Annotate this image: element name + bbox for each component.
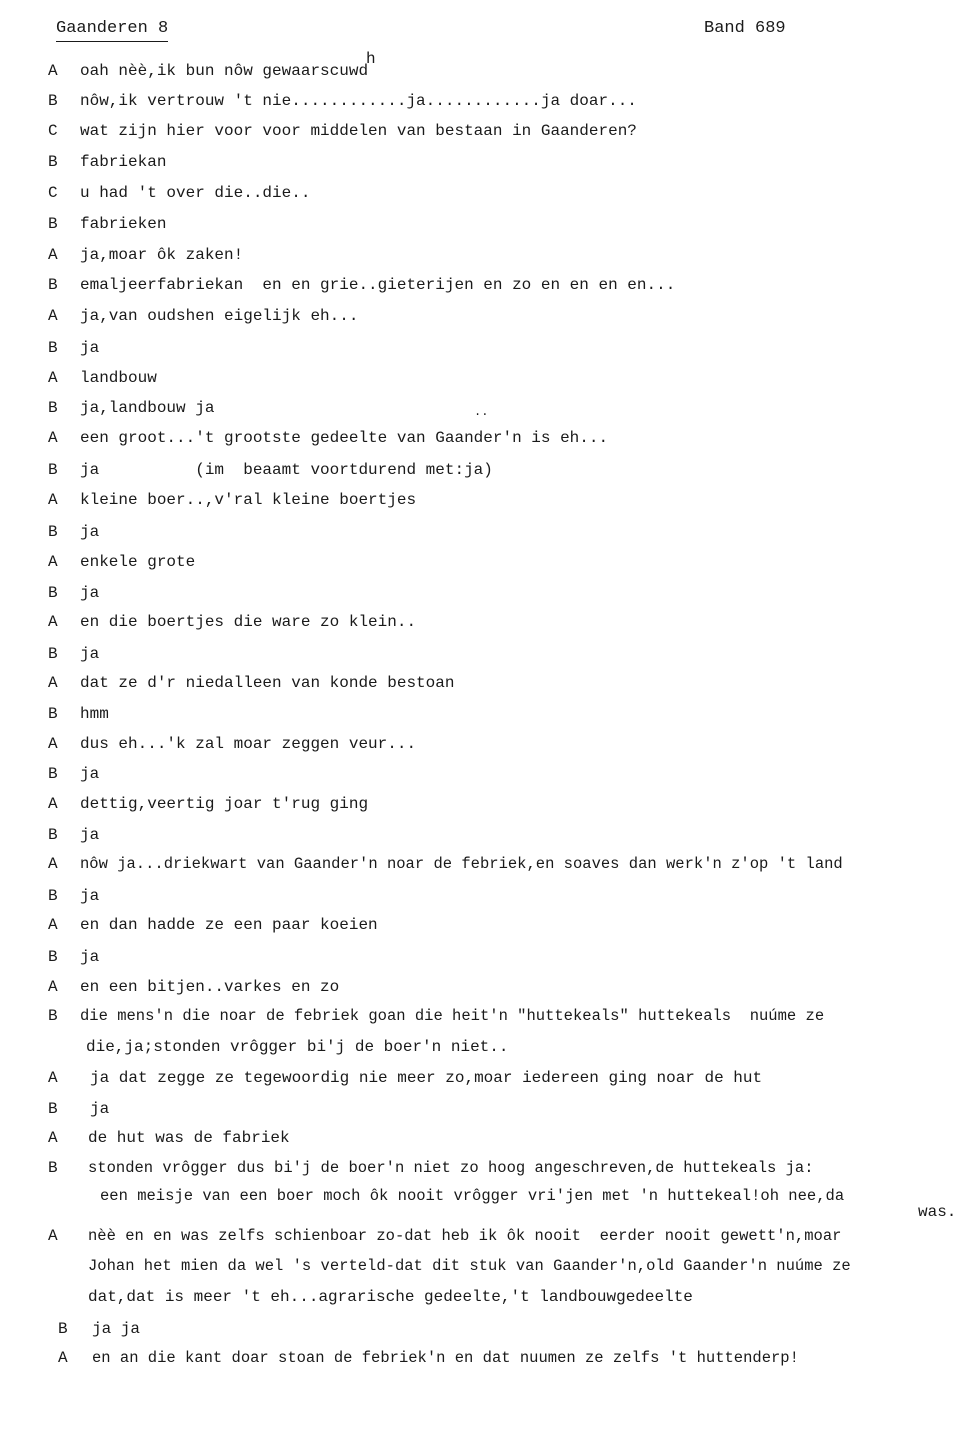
- transcript-line: [0, 581, 966, 605]
- transcript-line: [0, 884, 966, 908]
- speaker-label: A: [48, 429, 58, 447]
- speaker-label: B: [58, 1320, 68, 1338]
- speaker-label: B: [48, 948, 58, 966]
- speaker-label: B: [48, 523, 58, 541]
- speaker-label: A: [48, 1227, 58, 1245]
- utterance-text: die,ja;stonden vrôgger bi'j de boer'n niet..: [86, 1038, 509, 1056]
- transcript-line: [0, 1254, 966, 1278]
- speaker-label: B: [48, 215, 58, 233]
- utterance-text: fabrieken: [80, 215, 167, 233]
- speaker-label: C: [48, 184, 58, 202]
- utterance-text: fabriekan: [80, 153, 167, 171]
- transcript-line: [0, 1126, 966, 1150]
- transcript-line: [0, 1097, 966, 1121]
- utterance-text: ja: [80, 948, 100, 966]
- tape-number: Band 689: [704, 19, 786, 38]
- speaker-label: B: [48, 92, 58, 110]
- transcript-line: [0, 458, 966, 482]
- utterance-text: ja: [80, 887, 100, 905]
- transcript-line: [0, 732, 966, 756]
- utterance-text: ja,moar ôk zaken!: [80, 246, 244, 264]
- transcript-line: [0, 1066, 966, 1090]
- transcript-line: [0, 89, 966, 113]
- utterance-text: ja,landbouw ja: [80, 399, 215, 417]
- speaker-label: B: [48, 461, 58, 479]
- transcript-line: [0, 273, 966, 297]
- speaker-label: B: [48, 765, 58, 783]
- utterance-text: en dan hadde ze een paar koeien: [80, 916, 378, 934]
- transcript-line: [0, 945, 966, 969]
- speaker-label: B: [48, 887, 58, 905]
- utterance-text: dat,dat is meer 't eh...agrarische gedeelte,'t landbouwgedeelte: [88, 1288, 693, 1306]
- utterance-text: landbouw: [80, 369, 157, 387]
- speaker-label: A: [48, 491, 58, 509]
- speaker-label: A: [48, 613, 58, 631]
- transcript-line: [0, 913, 966, 937]
- speaker-label: B: [48, 1007, 58, 1025]
- utterance-text: ja ja: [92, 1320, 141, 1338]
- speaker-label: A: [48, 1069, 58, 1087]
- transcript-line: [0, 119, 966, 143]
- transcript-line: [0, 1156, 966, 1180]
- speaker-label: A: [48, 855, 58, 873]
- utterance-text: was.: [918, 1203, 957, 1221]
- utterance-text: oah nèè,ik bun nôw gewaarscuwd: [80, 62, 369, 80]
- transcript-line: [0, 366, 966, 390]
- superscript-correction: h: [366, 50, 376, 68]
- transcript-line: [0, 59, 966, 83]
- speaker-label: A: [48, 735, 58, 753]
- utterance-text: en an die kant doar stoan de febriek'n en dat nuumen ze zelfs 't huttenderp!: [92, 1349, 799, 1367]
- speaker-label: A: [48, 978, 58, 996]
- transcript-line: [0, 520, 966, 544]
- transcript-line: [0, 610, 966, 634]
- transcript-line: [0, 488, 966, 512]
- transcript-line: [0, 1035, 966, 1059]
- transcript-line: [0, 1346, 966, 1370]
- transcript-line: [0, 550, 966, 574]
- utterance-text: ja: [80, 523, 100, 541]
- utterance-text: nôw ja...driekwart van Gaander'n noar de febriek,en soaves dan werk'n z'op 't land: [80, 855, 843, 873]
- utterance-text: de hut was de fabriek: [88, 1129, 290, 1147]
- speaker-label: B: [48, 645, 58, 663]
- utterance-text: enkele grote: [80, 553, 196, 571]
- utterance-text: en een bitjen..varkes en zo: [80, 978, 340, 996]
- speaker-label: B: [48, 826, 58, 844]
- speaker-label: B: [48, 276, 58, 294]
- utterance-text: wat zijn hier voor voor middelen van bestaan in Gaanderen?: [80, 122, 637, 140]
- transcript-line: [0, 1285, 966, 1309]
- transcript-line: [0, 150, 966, 174]
- transcript-line: [0, 1317, 966, 1341]
- utterance-text: kleine boer..,v'ral kleine boertjes: [80, 491, 417, 509]
- transcript-line: [0, 852, 966, 876]
- utterance-text: dus eh...'k zal moar zeggen veur...: [80, 735, 417, 753]
- transcript-line: [0, 792, 966, 816]
- transcript-line: [0, 1200, 966, 1224]
- transcript-line: [0, 1224, 966, 1248]
- speaker-label: C: [48, 122, 58, 140]
- utterance-text: Johan het mien da wel 's verteld-dat dit stuk van Gaander'n,old Gaander'n nuúme ze: [88, 1257, 851, 1275]
- utterance-text: en die boertjes die ware zo klein..: [80, 613, 417, 631]
- transcript-line: [0, 396, 966, 420]
- utterance-text: stonden vrôgger dus bi'j de boer'n niet zo hoog angeschreven,de huttekeals ja:: [88, 1159, 814, 1177]
- speaker-label: A: [48, 307, 58, 325]
- utterance-text: een meisje van een boer moch ôk nooit vrôgger vri'jen met 'n huttekeal!oh nee,da: [100, 1187, 845, 1205]
- transcript-line: [0, 336, 966, 360]
- speaker-label: A: [48, 1129, 58, 1147]
- speaker-label: A: [48, 674, 58, 692]
- speaker-label: B: [48, 399, 58, 417]
- speaker-label: B: [48, 584, 58, 602]
- transcript-line: [0, 243, 966, 267]
- speaker-label: A: [48, 795, 58, 813]
- speaker-label: B: [48, 1159, 58, 1177]
- utterance-text: ja (im beaamt voortdurend met:ja): [80, 461, 493, 479]
- utterance-text: u had 't over die..die..: [80, 184, 311, 202]
- transcript-line: [0, 702, 966, 726]
- transcript-line: [0, 212, 966, 236]
- document-title: Gaanderen 8: [56, 18, 168, 42]
- transcript-line: [0, 642, 966, 666]
- utterance-text: nôw,ik vertrouw 't nie............ja............ja doar...: [80, 92, 637, 110]
- utterance-text: ja: [80, 584, 100, 602]
- utterance-text: ja,van oudshen eigelijk eh...: [80, 307, 359, 325]
- utterance-text: dat ze d'r niedalleen van konde bestoan: [80, 674, 455, 692]
- utterance-text: emaljeerfabriekan en en grie..gieterijen en zo en en en en...: [80, 276, 676, 294]
- speaker-label: A: [58, 1349, 68, 1367]
- transcript-line: [0, 181, 966, 205]
- transcript-line: [0, 304, 966, 328]
- utterance-text: ja: [80, 339, 100, 357]
- speaker-label: A: [48, 916, 58, 934]
- speaker-label: B: [48, 153, 58, 171]
- transcript-line: [0, 426, 966, 450]
- speaker-label: A: [48, 553, 58, 571]
- utterance-text: ja: [80, 826, 100, 844]
- utterance-text: ja: [90, 1100, 110, 1118]
- utterance-text: dettig,veertig joar t'rug ging: [80, 795, 369, 813]
- transcript-line: [0, 823, 966, 847]
- utterance-text: ja: [80, 765, 100, 783]
- utterance-text: nèè en en was zelfs schienboar zo-dat heb ik ôk nooit eerder nooit gewett'n,moar: [88, 1227, 842, 1245]
- transcript-line: [0, 762, 966, 786]
- speaker-label: A: [48, 369, 58, 387]
- speaker-label: B: [48, 1100, 58, 1118]
- speaker-label: B: [48, 705, 58, 723]
- umlaut-correction: ..: [474, 405, 489, 419]
- transcript-line: [0, 1004, 966, 1028]
- utterance-text: ja dat zegge ze tegewoordig nie meer zo,moar iedereen ging noar de hut: [90, 1069, 763, 1087]
- speaker-label: A: [48, 62, 58, 80]
- utterance-text: die mens'n die noar de febriek goan die heit'n "huttekeals" huttekeals nuúme ze: [80, 1007, 825, 1025]
- utterance-text: ja: [80, 645, 100, 663]
- speaker-label: A: [48, 246, 58, 264]
- speaker-label: B: [48, 339, 58, 357]
- utterance-text: hmm: [80, 705, 109, 723]
- utterance-text: een groot...'t grootste gedeelte van Gaander'n is eh...: [80, 429, 609, 447]
- transcript-line: [0, 975, 966, 999]
- transcript-line: [0, 671, 966, 695]
